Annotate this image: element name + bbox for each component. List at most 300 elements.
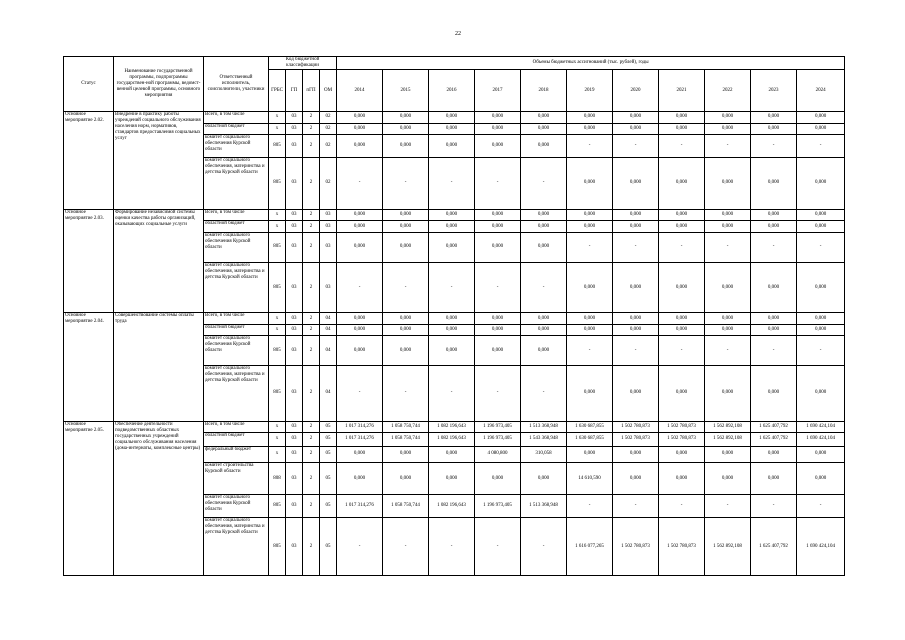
value-cell: 0,000 [475, 135, 521, 158]
value-cell: - [429, 366, 475, 421]
code-pgp-cell: 2 [303, 495, 320, 518]
measure-name-cell: Совершенствование системы оплаты труда [114, 313, 204, 421]
value-cell: 1 690 424,104 [797, 518, 845, 576]
value-cell: 0,000 [613, 324, 659, 336]
value-cell: 1 543 368,948 [521, 433, 567, 447]
code-om-cell: 05 [320, 518, 337, 576]
value-cell: 1 058 750,744 [383, 421, 429, 433]
value-cell: 0,000 [475, 324, 521, 336]
value-cell: 0,000 [383, 135, 429, 158]
code-gp-cell: 03 [286, 421, 303, 433]
code-om-cell: 05 [320, 495, 337, 518]
value-cell: 1 562 892,108 [705, 433, 751, 447]
value-cell: - [475, 366, 521, 421]
header-year: 2022 [705, 70, 751, 112]
value-cell: 0,000 [521, 313, 567, 325]
value-cell: 1 502 780,873 [613, 421, 659, 433]
value-cell: 0,000 [429, 209, 475, 221]
value-cell: 1 625 407,792 [751, 518, 797, 576]
value-cell: 0,000 [659, 262, 705, 313]
value-cell: 0,000 [705, 221, 751, 233]
code-grbs-cell: x [269, 112, 286, 124]
value-cell: 0,000 [751, 158, 797, 210]
value-cell: - [337, 262, 383, 313]
value-cell: 0,000 [337, 221, 383, 233]
executor-cell: комитет строительства Курской области [204, 462, 269, 494]
code-om-cell: 05 [320, 446, 337, 462]
value-cell: 0,000 [751, 462, 797, 494]
value-cell: 0,000 [705, 446, 751, 462]
code-gp-cell: 03 [286, 518, 303, 576]
value-cell: 1 616 077,265 [567, 518, 613, 576]
value-cell: 0,000 [751, 221, 797, 233]
value-cell: - [751, 232, 797, 262]
code-om-cell: 05 [320, 462, 337, 494]
code-grbs-cell: x [269, 313, 286, 325]
header-executor: Ответственный исполнитель, соисполнители, участники [204, 57, 269, 112]
value-cell: 1 082 196,643 [429, 495, 475, 518]
executor-cell: областной бюджет [204, 324, 269, 336]
value-cell: 0,000 [337, 112, 383, 124]
value-cell: 0,000 [429, 123, 475, 135]
value-cell: 0,000 [751, 324, 797, 336]
header-year: 2019 [567, 70, 613, 112]
code-om-cell: 03 [320, 221, 337, 233]
header-year: 2016 [429, 70, 475, 112]
code-pgp-cell: 2 [303, 123, 320, 135]
executor-cell: комитет социального обеспечения, материнства и детства Курской области [204, 158, 269, 210]
value-cell: 1 513 368,948 [521, 495, 567, 518]
value-cell: 0,000 [475, 232, 521, 262]
header-name: Наименование государственной программы, подпрограммы государствен-ной программы, ведомст-венной целевой программы, основного мероприятия [114, 57, 204, 112]
header-budget-code: Код бюджетной классификации [269, 57, 337, 70]
value-cell: 0,000 [337, 324, 383, 336]
value-cell: - [567, 336, 613, 366]
value-cell: - [475, 262, 521, 313]
value-cell: 0,000 [705, 209, 751, 221]
value-cell: 0,000 [613, 366, 659, 421]
executor-cell: комитет социального обеспечения Курской области [204, 135, 269, 158]
code-om-cell: 05 [320, 421, 337, 433]
value-cell: 0,000 [521, 232, 567, 262]
code-om-cell: 03 [320, 209, 337, 221]
header-pgp: пГП [303, 70, 320, 112]
value-cell: 0,000 [337, 462, 383, 494]
executor-cell: комитет социального обеспечения, материнства и детства Курской области [204, 366, 269, 421]
status-cell: Основное мероприятие 2.05. [64, 421, 114, 575]
value-cell: 0,000 [705, 313, 751, 325]
value-cell: 0,000 [567, 123, 613, 135]
header-year: 2015 [383, 70, 429, 112]
value-cell: 0,000 [797, 324, 845, 336]
value-cell: 0,000 [337, 209, 383, 221]
value-cell: 0,000 [521, 462, 567, 494]
code-grbs-cell: x [269, 421, 286, 433]
value-cell: 0,000 [429, 446, 475, 462]
value-cell: 0,000 [613, 462, 659, 494]
value-cell: 0,000 [705, 366, 751, 421]
value-cell: 0,000 [429, 462, 475, 494]
value-cell: 0,000 [521, 324, 567, 336]
header-year: 2021 [659, 70, 705, 112]
code-pgp-cell: 2 [303, 336, 320, 366]
value-cell: - [521, 518, 567, 576]
code-pgp-cell: 2 [303, 135, 320, 158]
code-gp-cell: 03 [286, 462, 303, 494]
code-gp-cell: 03 [286, 495, 303, 518]
value-cell: 0,000 [337, 313, 383, 325]
value-cell: 1 690 424,104 [797, 433, 845, 447]
status-cell: Основное мероприятие 2.04. [64, 313, 114, 421]
value-cell: - [613, 135, 659, 158]
value-cell: - [475, 158, 521, 210]
value-cell: 1 017 314,276 [337, 495, 383, 518]
measure-name-cell: Формирование независимой системы оценки качества работы организаций, оказывающих социальные услуги [114, 209, 204, 313]
code-pgp-cell: 2 [303, 366, 320, 421]
value-cell: 0,000 [659, 446, 705, 462]
code-gp-cell: 03 [286, 209, 303, 221]
value-cell: 0,000 [797, 262, 845, 313]
code-grbs-cell: 805 [269, 158, 286, 210]
value-cell: 0,000 [659, 112, 705, 124]
executor-cell: комитет социального обеспечения Курской области [204, 232, 269, 262]
value-cell: 0,000 [567, 221, 613, 233]
value-cell: 1 562 892,108 [705, 421, 751, 433]
value-cell: 0,000 [751, 262, 797, 313]
value-cell: 1 196 973,405 [475, 495, 521, 518]
value-cell: 0,000 [383, 462, 429, 494]
measure-name-cell: Внедрение в практику работы учреждений социального обслуживания населения норм, нормативов, стандартов предоставления социальных услуг [114, 112, 204, 210]
executor-cell: комитет социального обеспечения, материнства и детства Курской области [204, 518, 269, 576]
executor-cell: комитет социального обеспечения Курской области [204, 495, 269, 518]
code-om-cell: 04 [320, 336, 337, 366]
value-cell: 0,000 [659, 462, 705, 494]
value-cell: 1 690 424,104 [797, 421, 845, 433]
value-cell: - [613, 495, 659, 518]
table-body [64, 112, 845, 576]
code-om-cell: 03 [320, 232, 337, 262]
value-cell: 0,000 [567, 313, 613, 325]
value-cell: - [797, 232, 845, 262]
value-cell: 0,000 [567, 209, 613, 221]
value-cell: 0,000 [659, 324, 705, 336]
code-om-cell: 04 [320, 313, 337, 325]
value-cell: 0,000 [475, 123, 521, 135]
value-cell: - [429, 262, 475, 313]
value-cell: - [383, 366, 429, 421]
budget-table [63, 56, 845, 576]
value-cell: 0,000 [429, 135, 475, 158]
code-gp-cell: 03 [286, 433, 303, 447]
table-row [64, 112, 845, 124]
code-grbs-cell: 805 [269, 232, 286, 262]
code-pgp-cell: 2 [303, 421, 320, 433]
value-cell: 0,000 [521, 135, 567, 158]
value-cell: 0,000 [567, 324, 613, 336]
value-cell: 0,000 [383, 324, 429, 336]
code-grbs-cell: x [269, 324, 286, 336]
value-cell: 0,000 [383, 313, 429, 325]
status-cell: Основное мероприятие 2.03. [64, 209, 114, 313]
value-cell: 0,000 [429, 221, 475, 233]
table-row [64, 421, 845, 433]
value-cell: 0,000 [567, 262, 613, 313]
value-cell: 0,000 [659, 313, 705, 325]
code-pgp-cell: 2 [303, 324, 320, 336]
value-cell: - [705, 336, 751, 366]
value-cell: 1 562 892,108 [705, 518, 751, 576]
code-gp-cell: 03 [286, 135, 303, 158]
value-cell: - [659, 135, 705, 158]
value-cell: 1 058 750,744 [383, 433, 429, 447]
value-cell: 0,000 [383, 209, 429, 221]
value-cell: 0,000 [797, 158, 845, 210]
code-pgp-cell: 2 [303, 313, 320, 325]
value-cell: 0,000 [751, 112, 797, 124]
status-cell: Основное мероприятие 2.02. [64, 112, 114, 210]
value-cell: 0,000 [751, 123, 797, 135]
code-om-cell: 04 [320, 324, 337, 336]
table-header [64, 57, 845, 112]
value-cell: - [797, 336, 845, 366]
header-year: 2017 [475, 70, 521, 112]
value-cell: 0,000 [429, 336, 475, 366]
header-year: 2023 [751, 70, 797, 112]
value-cell: 0,000 [567, 366, 613, 421]
value-cell: 0,000 [613, 112, 659, 124]
value-cell: 0,000 [475, 221, 521, 233]
value-cell: - [567, 232, 613, 262]
code-grbs-cell: x [269, 433, 286, 447]
executor-cell: областной бюджет [204, 221, 269, 233]
value-cell: 0,000 [613, 313, 659, 325]
value-cell: 0,000 [613, 262, 659, 313]
executor-cell: комитет социального обеспечения, материнства и детства Курской области [204, 262, 269, 313]
value-cell: 0,000 [751, 313, 797, 325]
executor-cell: федеральный бюджет [204, 446, 269, 462]
code-gp-cell: 03 [286, 446, 303, 462]
value-cell: 0,000 [567, 158, 613, 210]
value-cell: 0,000 [659, 366, 705, 421]
value-cell: 0,000 [429, 324, 475, 336]
value-cell: - [751, 135, 797, 158]
code-grbs-cell: 805 [269, 366, 286, 421]
executor-cell: комитет социального обеспечения Курской области [204, 336, 269, 366]
code-gp-cell: 03 [286, 158, 303, 210]
executor-cell: Всего, в том числе [204, 209, 269, 221]
value-cell: 0,000 [613, 158, 659, 210]
value-cell: 0,000 [659, 221, 705, 233]
value-cell: 0,000 [797, 462, 845, 494]
value-cell: 0,000 [705, 262, 751, 313]
code-pgp-cell: 2 [303, 112, 320, 124]
code-pgp-cell: 2 [303, 232, 320, 262]
value-cell: - [383, 158, 429, 210]
value-cell: 0,000 [797, 446, 845, 462]
code-grbs-cell: 808 [269, 462, 286, 494]
value-cell: 1 082 196,643 [429, 433, 475, 447]
code-grbs-cell: x [269, 446, 286, 462]
table-row [64, 209, 845, 221]
value-cell: 0,000 [383, 336, 429, 366]
value-cell: 0,000 [659, 158, 705, 210]
code-om-cell: 04 [320, 366, 337, 421]
code-grbs-cell: x [269, 123, 286, 135]
value-cell: 0,000 [797, 123, 845, 135]
value-cell: - [705, 135, 751, 158]
code-gp-cell: 03 [286, 112, 303, 124]
code-gp-cell: 03 [286, 313, 303, 325]
value-cell: 1 502 780,873 [659, 421, 705, 433]
code-pgp-cell: 2 [303, 262, 320, 313]
value-cell: 0,000 [797, 209, 845, 221]
code-grbs-cell: 805 [269, 336, 286, 366]
value-cell: 0,000 [613, 209, 659, 221]
value-cell: 0,000 [613, 221, 659, 233]
value-cell: 1 513 368,948 [521, 421, 567, 433]
header-year: 2024 [797, 70, 845, 112]
header-volumes: Объемы бюджетных ассигнований (тыс. рублей), годы [337, 57, 845, 70]
value-cell: - [751, 336, 797, 366]
table-row [64, 313, 845, 325]
header-year: 2018 [521, 70, 567, 112]
value-cell: - [751, 495, 797, 518]
header-grbs: ГРБС [269, 70, 286, 112]
measure-name-cell: Обеспечение деятельности подведомственных областных государственных учреждений социального обслуживания населения (дома-интернаты, комплексные центры) [114, 421, 204, 575]
value-cell: 0,000 [705, 462, 751, 494]
value-cell: 0,000 [383, 112, 429, 124]
value-cell: 1 625 407,792 [751, 433, 797, 447]
value-cell: 0,000 [613, 446, 659, 462]
value-cell: 1 625 407,792 [751, 421, 797, 433]
value-cell: 0,000 [475, 112, 521, 124]
code-gp-cell: 03 [286, 262, 303, 313]
value-cell: 0,000 [797, 221, 845, 233]
value-cell: 1 017 314,276 [337, 421, 383, 433]
value-cell: 1 196 973,405 [475, 421, 521, 433]
value-cell: 0,000 [567, 446, 613, 462]
code-om-cell: 05 [320, 433, 337, 447]
value-cell: - [567, 135, 613, 158]
code-grbs-cell: 805 [269, 495, 286, 518]
code-om-cell: 02 [320, 135, 337, 158]
value-cell: - [383, 518, 429, 576]
executor-cell: областной бюджет [204, 433, 269, 447]
value-cell: 0,000 [429, 313, 475, 325]
value-cell: 4 080,800 [475, 446, 521, 462]
header-year: 2020 [613, 70, 659, 112]
value-cell: 0,000 [751, 446, 797, 462]
code-gp-cell: 03 [286, 366, 303, 421]
header-year: 2014 [337, 70, 383, 112]
code-grbs-cell: 805 [269, 135, 286, 158]
code-pgp-cell: 2 [303, 221, 320, 233]
value-cell: - [659, 495, 705, 518]
value-cell: 1 058 750,744 [383, 495, 429, 518]
code-grbs-cell: x [269, 209, 286, 221]
value-cell: 1 502 780,873 [613, 518, 659, 576]
value-cell: 0,000 [567, 112, 613, 124]
code-om-cell: 02 [320, 112, 337, 124]
code-pgp-cell: 2 [303, 209, 320, 221]
value-cell: - [797, 495, 845, 518]
value-cell: 0,000 [475, 209, 521, 221]
code-pgp-cell: 2 [303, 433, 320, 447]
value-cell: 0,000 [475, 462, 521, 494]
executor-cell: Всего, в том числе [204, 421, 269, 433]
value-cell: 0,000 [521, 123, 567, 135]
value-cell: 0,000 [705, 324, 751, 336]
value-cell: 0,000 [337, 336, 383, 366]
value-cell: 0,000 [797, 112, 845, 124]
value-cell: 0,000 [613, 123, 659, 135]
code-gp-cell: 03 [286, 336, 303, 366]
value-cell: 0,000 [337, 232, 383, 262]
value-cell: 1 502 780,873 [659, 518, 705, 576]
value-cell: 0,000 [383, 446, 429, 462]
value-cell: 1 502 780,873 [613, 433, 659, 447]
value-cell: 0,000 [337, 446, 383, 462]
value-cell: 0,000 [751, 209, 797, 221]
code-pgp-cell: 2 [303, 158, 320, 210]
value-cell: 0,000 [659, 209, 705, 221]
value-cell: 0,000 [705, 123, 751, 135]
value-cell: 0,000 [521, 112, 567, 124]
value-cell: 0,000 [429, 112, 475, 124]
value-cell: 0,000 [705, 158, 751, 210]
value-cell: - [429, 158, 475, 210]
code-gp-cell: 03 [286, 221, 303, 233]
value-cell: - [337, 518, 383, 576]
value-cell: - [337, 366, 383, 421]
value-cell: 0,000 [337, 135, 383, 158]
value-cell: 0,000 [659, 123, 705, 135]
value-cell: 0,000 [797, 313, 845, 325]
code-grbs-cell: 805 [269, 518, 286, 576]
value-cell: - [383, 262, 429, 313]
value-cell: 1 630 687,855 [567, 421, 613, 433]
value-cell: - [475, 518, 521, 576]
value-cell: 1 502 780,873 [659, 433, 705, 447]
code-grbs-cell: x [269, 221, 286, 233]
value-cell: 0,000 [521, 221, 567, 233]
header-gp: ГП [286, 70, 303, 112]
value-cell: - [521, 262, 567, 313]
value-cell: - [567, 495, 613, 518]
header-om: ОМ [320, 70, 337, 112]
value-cell: 0,000 [751, 366, 797, 421]
value-cell: 0,000 [383, 221, 429, 233]
value-cell: 1 630 687,855 [567, 433, 613, 447]
value-cell: 1 082 196,643 [429, 421, 475, 433]
code-om-cell: 02 [320, 123, 337, 135]
code-gp-cell: 03 [286, 324, 303, 336]
page-number: 22 [455, 31, 461, 37]
code-gp-cell: 03 [286, 232, 303, 262]
header-status: Статус [64, 57, 114, 112]
value-cell: 0,000 [429, 232, 475, 262]
executor-cell: областной бюджет [204, 123, 269, 135]
value-cell: 0,000 [383, 123, 429, 135]
value-cell: 0,000 [521, 209, 567, 221]
value-cell: 0,000 [475, 313, 521, 325]
value-cell: - [521, 158, 567, 210]
code-om-cell: 03 [320, 262, 337, 313]
value-cell: 0,000 [383, 232, 429, 262]
value-cell: 0,000 [521, 336, 567, 366]
code-grbs-cell: 805 [269, 262, 286, 313]
value-cell: 0,000 [705, 112, 751, 124]
